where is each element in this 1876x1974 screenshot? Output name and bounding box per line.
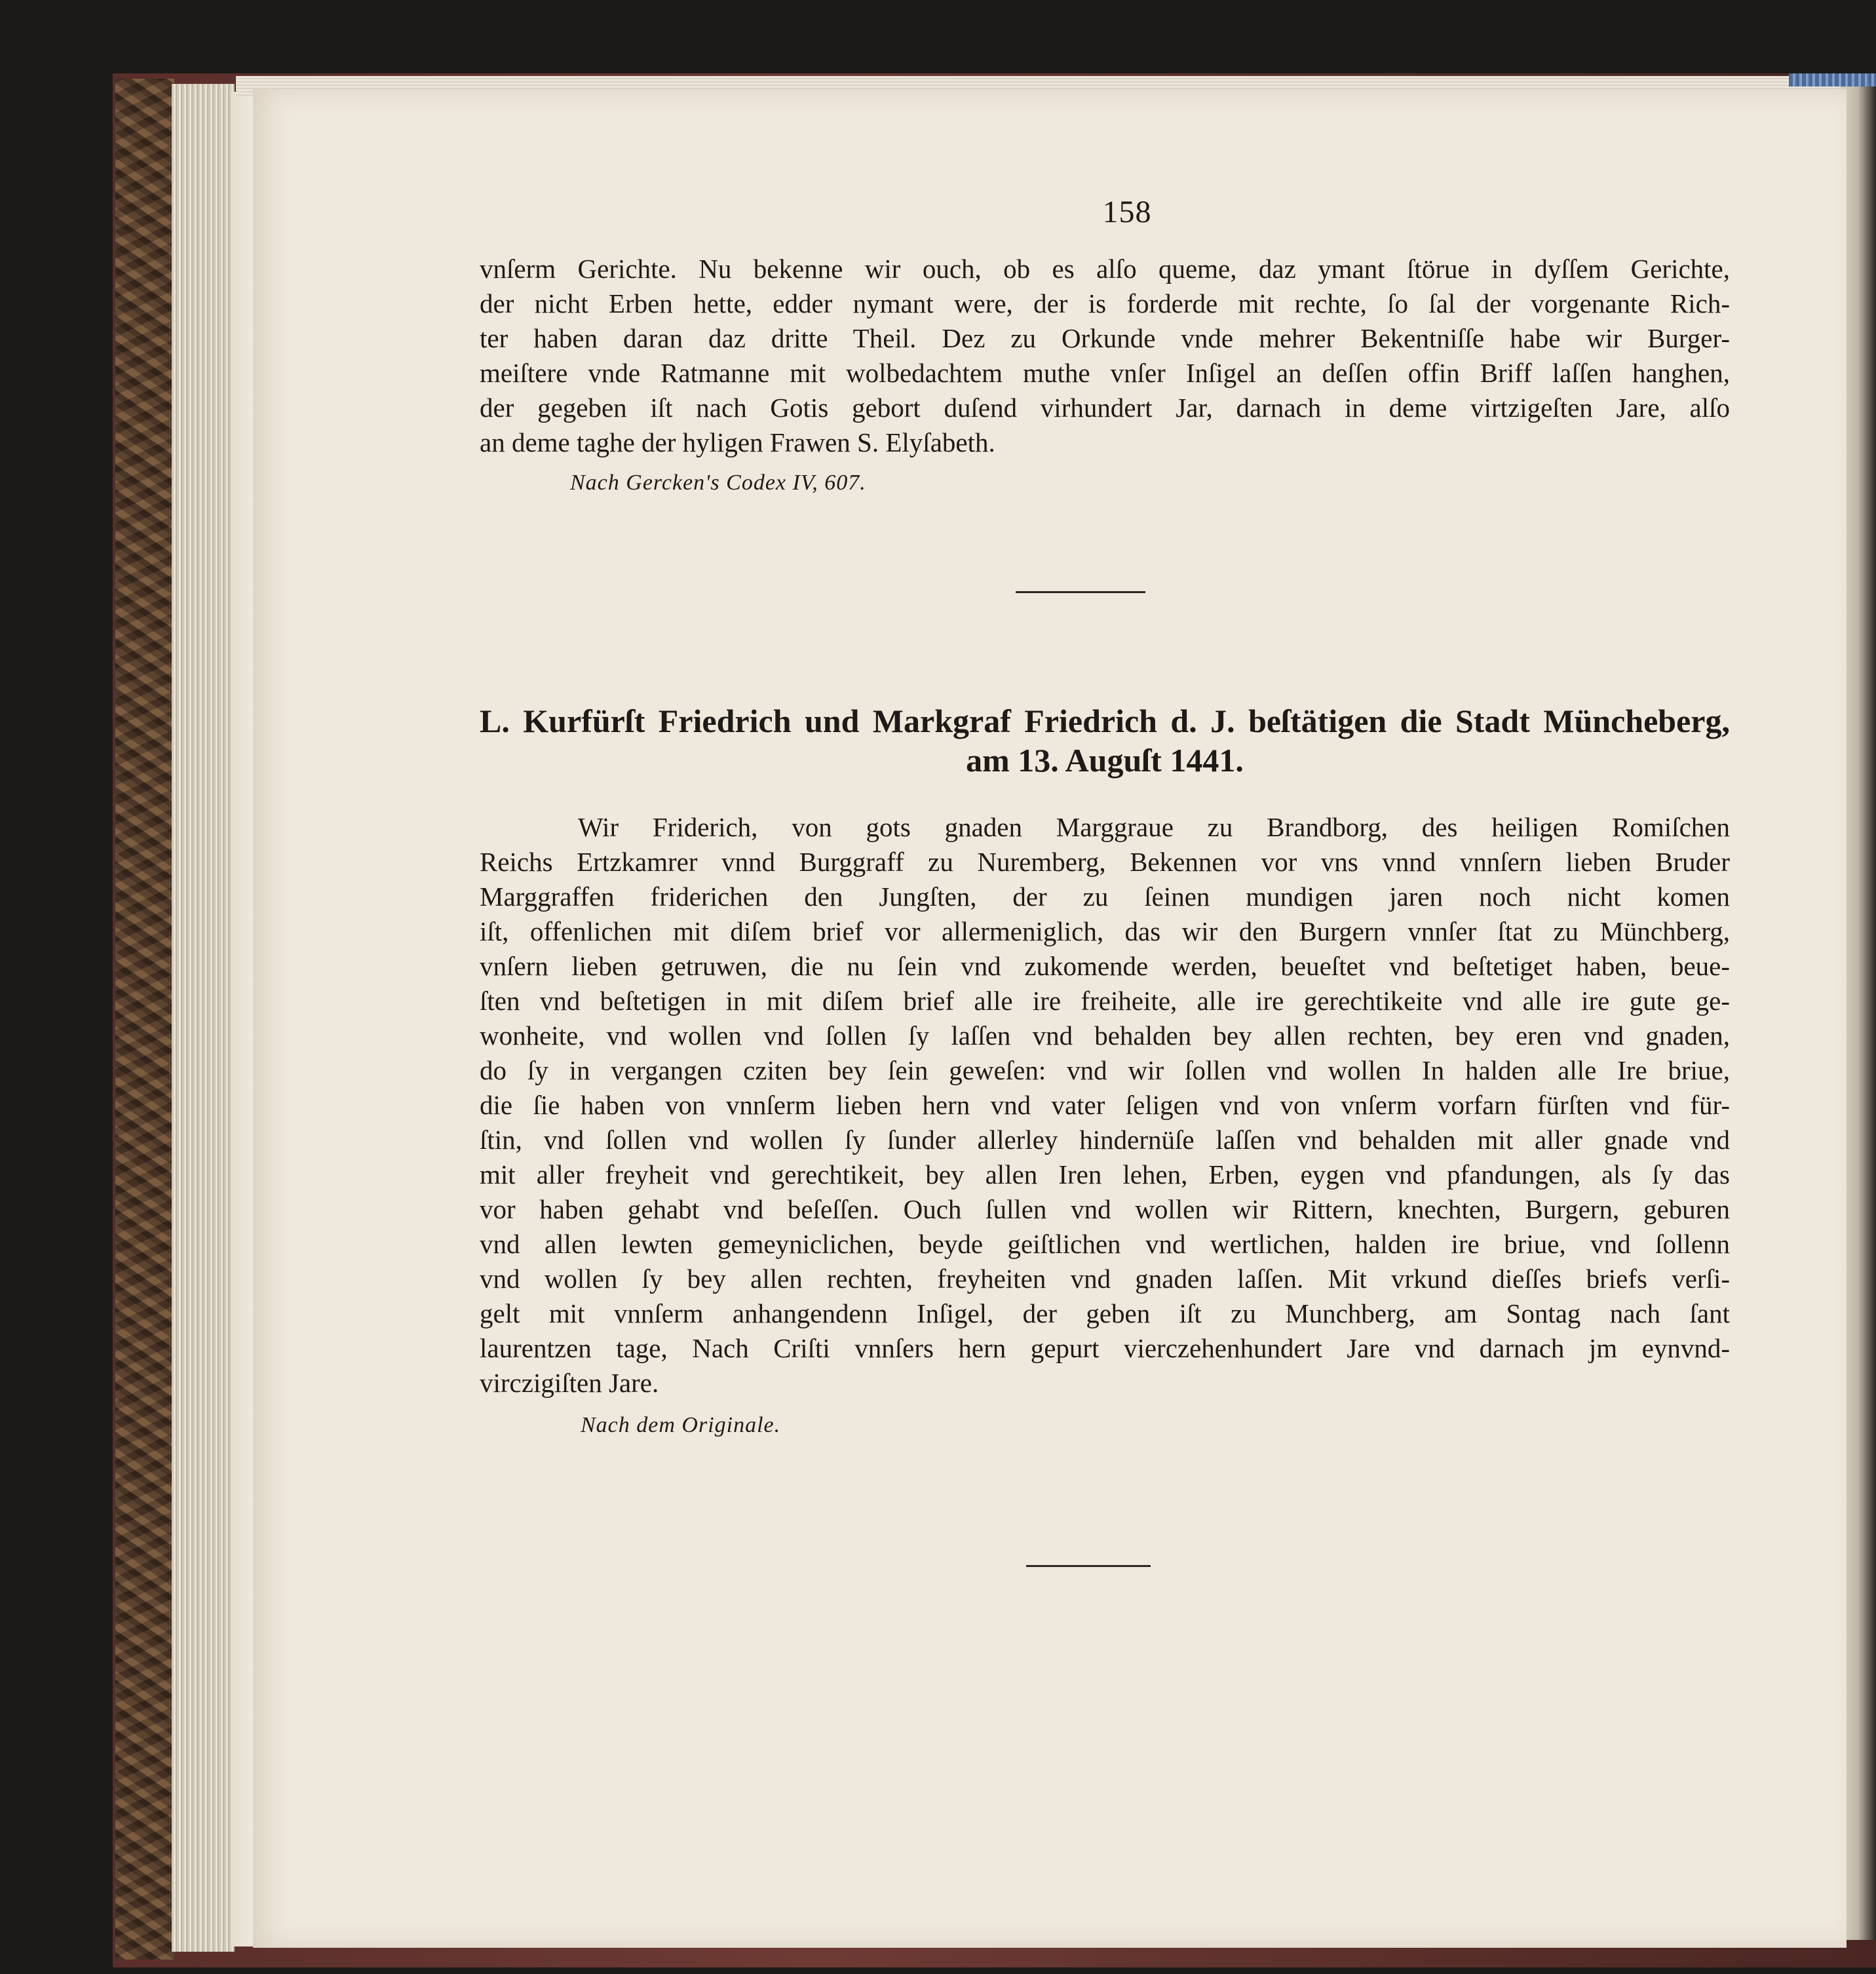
charter-line: ſtin, vnd ſollen vnd wollen ſy ſunder allerley hindernüſe laſſen vnd behalden mit aller gnade vnd (480, 1125, 1730, 1155)
document-heading (480, 701, 1730, 780)
charter-line: Marggraffen friderichen den Jungſten, der zu ſeinen mundigen jaren noch nicht komen (480, 881, 1730, 912)
charter-line: wonheite, vnd wollen vnd ſollen ſy laſſen vnd behalden bey allen rechten, bey eren vnd gnaden, (480, 1020, 1730, 1051)
charter-line: Reichs Ertzkamrer vnnd Burggraff zu Nuremberg, Bekennen vor vns vnnd vnnſern lieben Bruder (480, 847, 1730, 877)
top-source-note: Nach Gercken's Codex IV, 607. (570, 471, 866, 495)
section-divider (1016, 591, 1145, 593)
charter-line: laurentzen tage, Nach Criſti vnnſers hern gepurt vierczehenhundert Jare vnd darnach jm eynvnd- (480, 1333, 1730, 1363)
top-paragraph-line: vnſerm Gerichte. Nu bekenne wir ouch, ob es alſo queme, daz ymant ſtörue in dyſſem Gerichte, (480, 254, 1730, 284)
page-stack-left (172, 84, 235, 1952)
blue-binding-strip (1789, 73, 1876, 87)
page-content (253, 89, 1847, 1948)
charter-line: vnd wollen ſy bey allen rechten, freyheiten vnd gnaden laſſen. Mit vrkund dieſſes briefs verſi- (480, 1264, 1730, 1294)
top-paragraph (480, 252, 1730, 460)
charter-line: vnſern lieben getruwen, die nu ſein vnd zukomende werden, beueſtet vnd beſtetiget haben, beue- (480, 951, 1730, 981)
charter-line: ſten vnd beſtetigen in mit diſem brief alle ire freiheite, alle ire gerechtikeite vnd alle ire gute ge- (480, 986, 1730, 1016)
charter-text (480, 810, 1730, 1401)
top-paragraph-line: der nicht Erben hette, edder nymant were, der is forderde mit rechte, ſo ſal der vorgenante Rich- (480, 288, 1730, 319)
charter-line: mit aller freyheit vnd gerechtikeit, bey allen Iren lehen, Erben, eygen vnd pfandungen, als ſy das (480, 1159, 1730, 1190)
charter-line: Wir Friderich, von gots gnaden Marggraue zu Brandborg, des heiligen Romiſchen (578, 812, 1730, 842)
top-paragraph-line: der gegeben iſt nach Gotis gebort duſend virhundert Jar, darnach in deme virtzigeſten Jare, alſo (480, 393, 1730, 423)
charter-line: vnd allen lewten gemeyniclichen, beyde geiſtlichen vnd wertlichen, halden ire briue, vnd ſollenn (480, 1229, 1730, 1259)
page-number: 158 (1102, 195, 1152, 229)
charter-line: vor haben gehabt vnd beſeſſen. Ouch ſullen vnd wollen wir Rittern, knechten, Burgern, geburen (480, 1194, 1730, 1224)
charter-line: iſt, offenlichen mit diſem brief vor allermeniglich, das wir den Burgern vnnſer ſtat zu Münchberg, (480, 916, 1730, 946)
charter-line: virczigiſten Jare. (480, 1368, 659, 1398)
top-paragraph-line: an deme taghe der hyligen Frawen S. Elyſabeth. (480, 427, 995, 457)
charter-line: do ſy in vergangen cziten bey ſein geweſen: vnd wir ſollen vnd wollen In halden alle Ire briue, (480, 1055, 1730, 1085)
bottom-source-note: Nach dem Originale. (581, 1413, 781, 1437)
marbled-endpaper (115, 79, 174, 1960)
book-page (253, 89, 1847, 1948)
top-paragraph-line: ter haben daran daz dritte Theil. Dez zu Orkunde vnde mehrer Bekentniſſe habe wir Burger- (480, 323, 1730, 353)
charter-line: gelt mit vnnſerm anhangendenn Inſigel, der geben iſt zu Munchberg, am Sontag nach ſant (480, 1298, 1730, 1328)
top-paragraph-line: meiſtere vnde Ratmanne mit wolbedachtem muthe vnſer Inſigel an deſſen offin Briff laſſen hanghen, (480, 358, 1730, 388)
charter-line: die ſie haben von vnnſerm lieben hern vnd vater ſeligen vnd von vnſerm vorfarn fürſten vnd für- (480, 1090, 1730, 1120)
heading-line-2: am 13. Auguſt 1441. (966, 742, 1244, 779)
heading-line-1: L. Kurfürſt Friedrich und Markgraf Friedrich d. J. beſtätigen die Stadt Müncheberg, (480, 703, 1730, 739)
end-divider (1026, 1565, 1151, 1567)
